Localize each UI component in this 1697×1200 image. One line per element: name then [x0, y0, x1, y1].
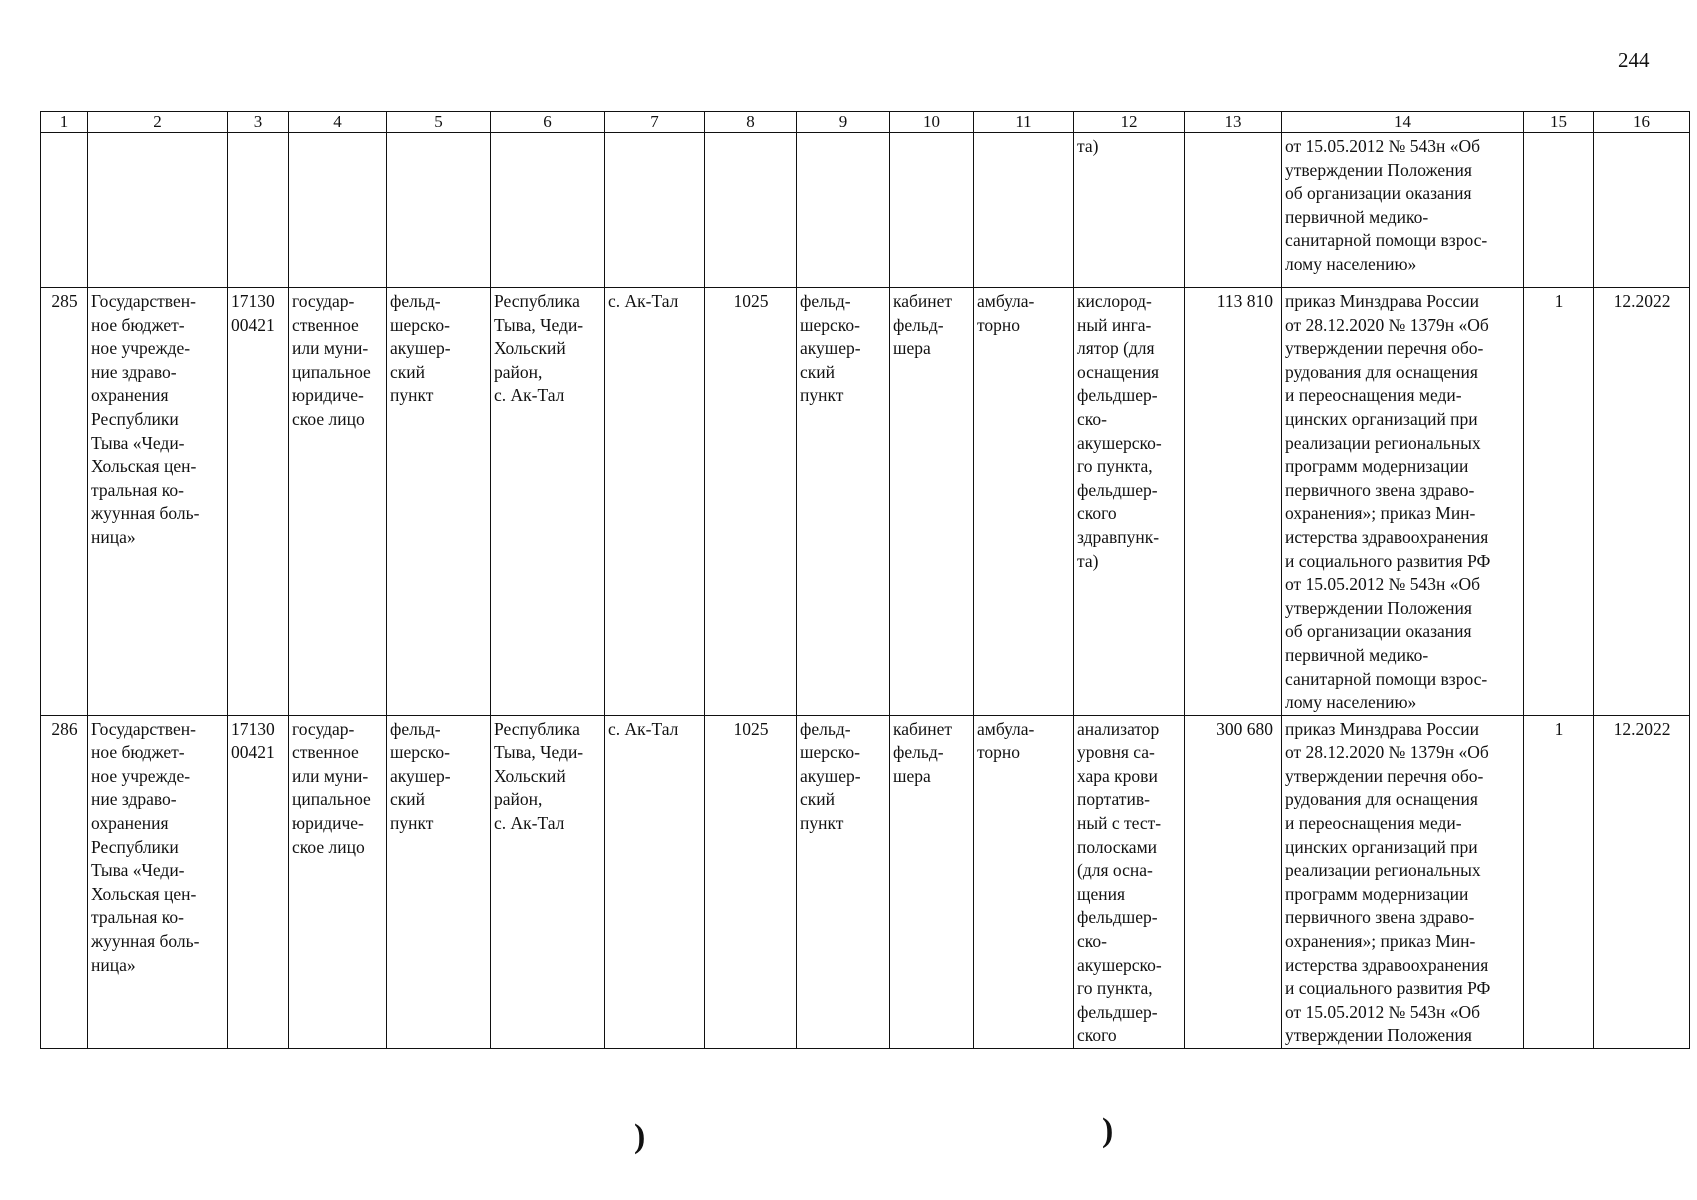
room-cell: кабинет фельд- шера	[890, 715, 974, 1048]
table-cell	[41, 133, 88, 288]
column-header: 5	[387, 112, 491, 133]
column-header: 15	[1524, 112, 1594, 133]
row-number-cell: 286	[41, 715, 88, 1048]
table-row	[41, 715, 1690, 1048]
continuation-row	[41, 133, 1690, 288]
registry-table	[40, 111, 1690, 1049]
quantity-cell: 1	[1524, 715, 1594, 1048]
page-number: 244	[1618, 48, 1650, 72]
row-number-cell: 285	[41, 288, 88, 716]
column-header: 13	[1185, 112, 1282, 133]
table-cell	[1524, 133, 1594, 288]
table-cell	[1594, 133, 1690, 288]
address-cell: Республика Тыва, Чеди- Хольский район, с. Ак-Тал	[491, 715, 605, 1048]
table-cell	[491, 133, 605, 288]
equipment-cell: анализатор уровня са- хара крови портатив- ный с тест- полосками (для осна- щения фельдшер- ско- акушерско- го пункта, фельдшер- ского	[1074, 715, 1185, 1048]
quantity-cell: 1	[1524, 288, 1594, 716]
code-cell: 17130 00421	[228, 288, 289, 716]
room-cell: кабинет фельд- шера	[890, 288, 974, 716]
column-header: 3	[228, 112, 289, 133]
address-cell: Республика Тыва, Чеди- Хольский район, с. Ак-Тал	[491, 288, 605, 716]
column-header: 8	[705, 112, 797, 133]
price-cell: 300 680	[1185, 715, 1282, 1048]
population-cell: 1025	[705, 288, 797, 716]
organization-name-cell: Государствен- ное бюджет- ное учрежде- ние здраво- охранения Республики Тыва «Чеди- Хольская цен- тральная ко- жуунная боль- ница»	[88, 715, 228, 1048]
column-header: 14	[1282, 112, 1524, 133]
legal-basis-cell: приказ Минздрава России от 28.12.2020 № 1379н «Об утверждении перечня обо- рудования для оснащения и переоснащения меди- цинских организаций при реализации региональных программ модернизации первичного звена здраво- охранения»; приказ Мин- истерства здравоохранения и социального развития РФ от 15.05.2012 № 543н «Об утверждении Положения об организации оказания первичной медико- санитарной помощи взрос- лому населению»	[1282, 288, 1524, 716]
table-row	[41, 288, 1690, 716]
column-number-header-row	[41, 112, 1690, 133]
care-condition-cell: амбула- торно	[974, 288, 1074, 716]
table-cell	[605, 133, 705, 288]
column-header: 10	[890, 112, 974, 133]
organization-name-cell: Государствен- ное бюджет- ное учрежде- ние здраво- охранения Республики Тыва «Чеди- Хольская цен- тральная ко- жуунная боль- ница»	[88, 288, 228, 716]
table-cell	[705, 133, 797, 288]
code-cell: 17130 00421	[228, 715, 289, 1048]
column-header: 2	[88, 112, 228, 133]
table-cell	[88, 133, 228, 288]
legal-basis-cell: от 15.05.2012 № 543н «Об утверждении Положения об организации оказания первичной медико- санитарной помощи взрос- лому населению»	[1282, 133, 1524, 288]
column-header: 9	[797, 112, 890, 133]
column-header: 6	[491, 112, 605, 133]
unit-type-cell: фельд- шерско- акушер- ский пункт	[387, 715, 491, 1048]
equipment-cell: та)	[1074, 133, 1185, 288]
population-cell: 1025	[705, 715, 797, 1048]
table-cell	[890, 133, 974, 288]
subdivision-cell: фельд- шерско- акушер- ский пункт	[797, 288, 890, 716]
column-header: 4	[289, 112, 387, 133]
table-cell	[387, 133, 491, 288]
date-cell: 12.2022	[1594, 288, 1690, 716]
table-cell	[797, 133, 890, 288]
table-cell	[1185, 133, 1282, 288]
legal-basis-cell: приказ Минздрава России от 28.12.2020 № 1379н «Об утверждении перечня обо- рудования для оснащения и переоснащения меди- цинских организаций при реализации региональных программ модернизации первичного звена здраво- охранения»; приказ Мин- истерства здравоохранения и социального развития РФ от 15.05.2012 № 543н «Об утверждении Положения	[1282, 715, 1524, 1048]
column-header: 1	[41, 112, 88, 133]
table-cell	[228, 133, 289, 288]
subdivision-cell: фельд- шерско- акушер- ский пункт	[797, 715, 890, 1048]
settlement-cell: с. Ак-Тал	[605, 288, 705, 716]
date-cell: 12.2022	[1594, 715, 1690, 1048]
table-cell	[289, 133, 387, 288]
column-header: 11	[974, 112, 1074, 133]
settlement-cell: с. Ак-Тал	[605, 715, 705, 1048]
footer-mark: )	[1102, 1112, 1114, 1149]
legal-form-cell: государ- ственное или муни- ципальное юридиче- ское лицо	[289, 288, 387, 716]
unit-type-cell: фельд- шерско- акушер- ский пункт	[387, 288, 491, 716]
equipment-cell: кислород- ный инга- лятор (для оснащения фельдшер- ско- акушерско- го пункта, фельдшер- ского здравпунк- та)	[1074, 288, 1185, 716]
table-cell	[974, 133, 1074, 288]
column-header: 12	[1074, 112, 1185, 133]
legal-form-cell: государ- ственное или муни- ципальное юридиче- ское лицо	[289, 715, 387, 1048]
column-header: 16	[1594, 112, 1690, 133]
price-cell: 113 810	[1185, 288, 1282, 716]
column-header: 7	[605, 112, 705, 133]
care-condition-cell: амбула- торно	[974, 715, 1074, 1048]
footer-mark: )	[634, 1118, 646, 1155]
